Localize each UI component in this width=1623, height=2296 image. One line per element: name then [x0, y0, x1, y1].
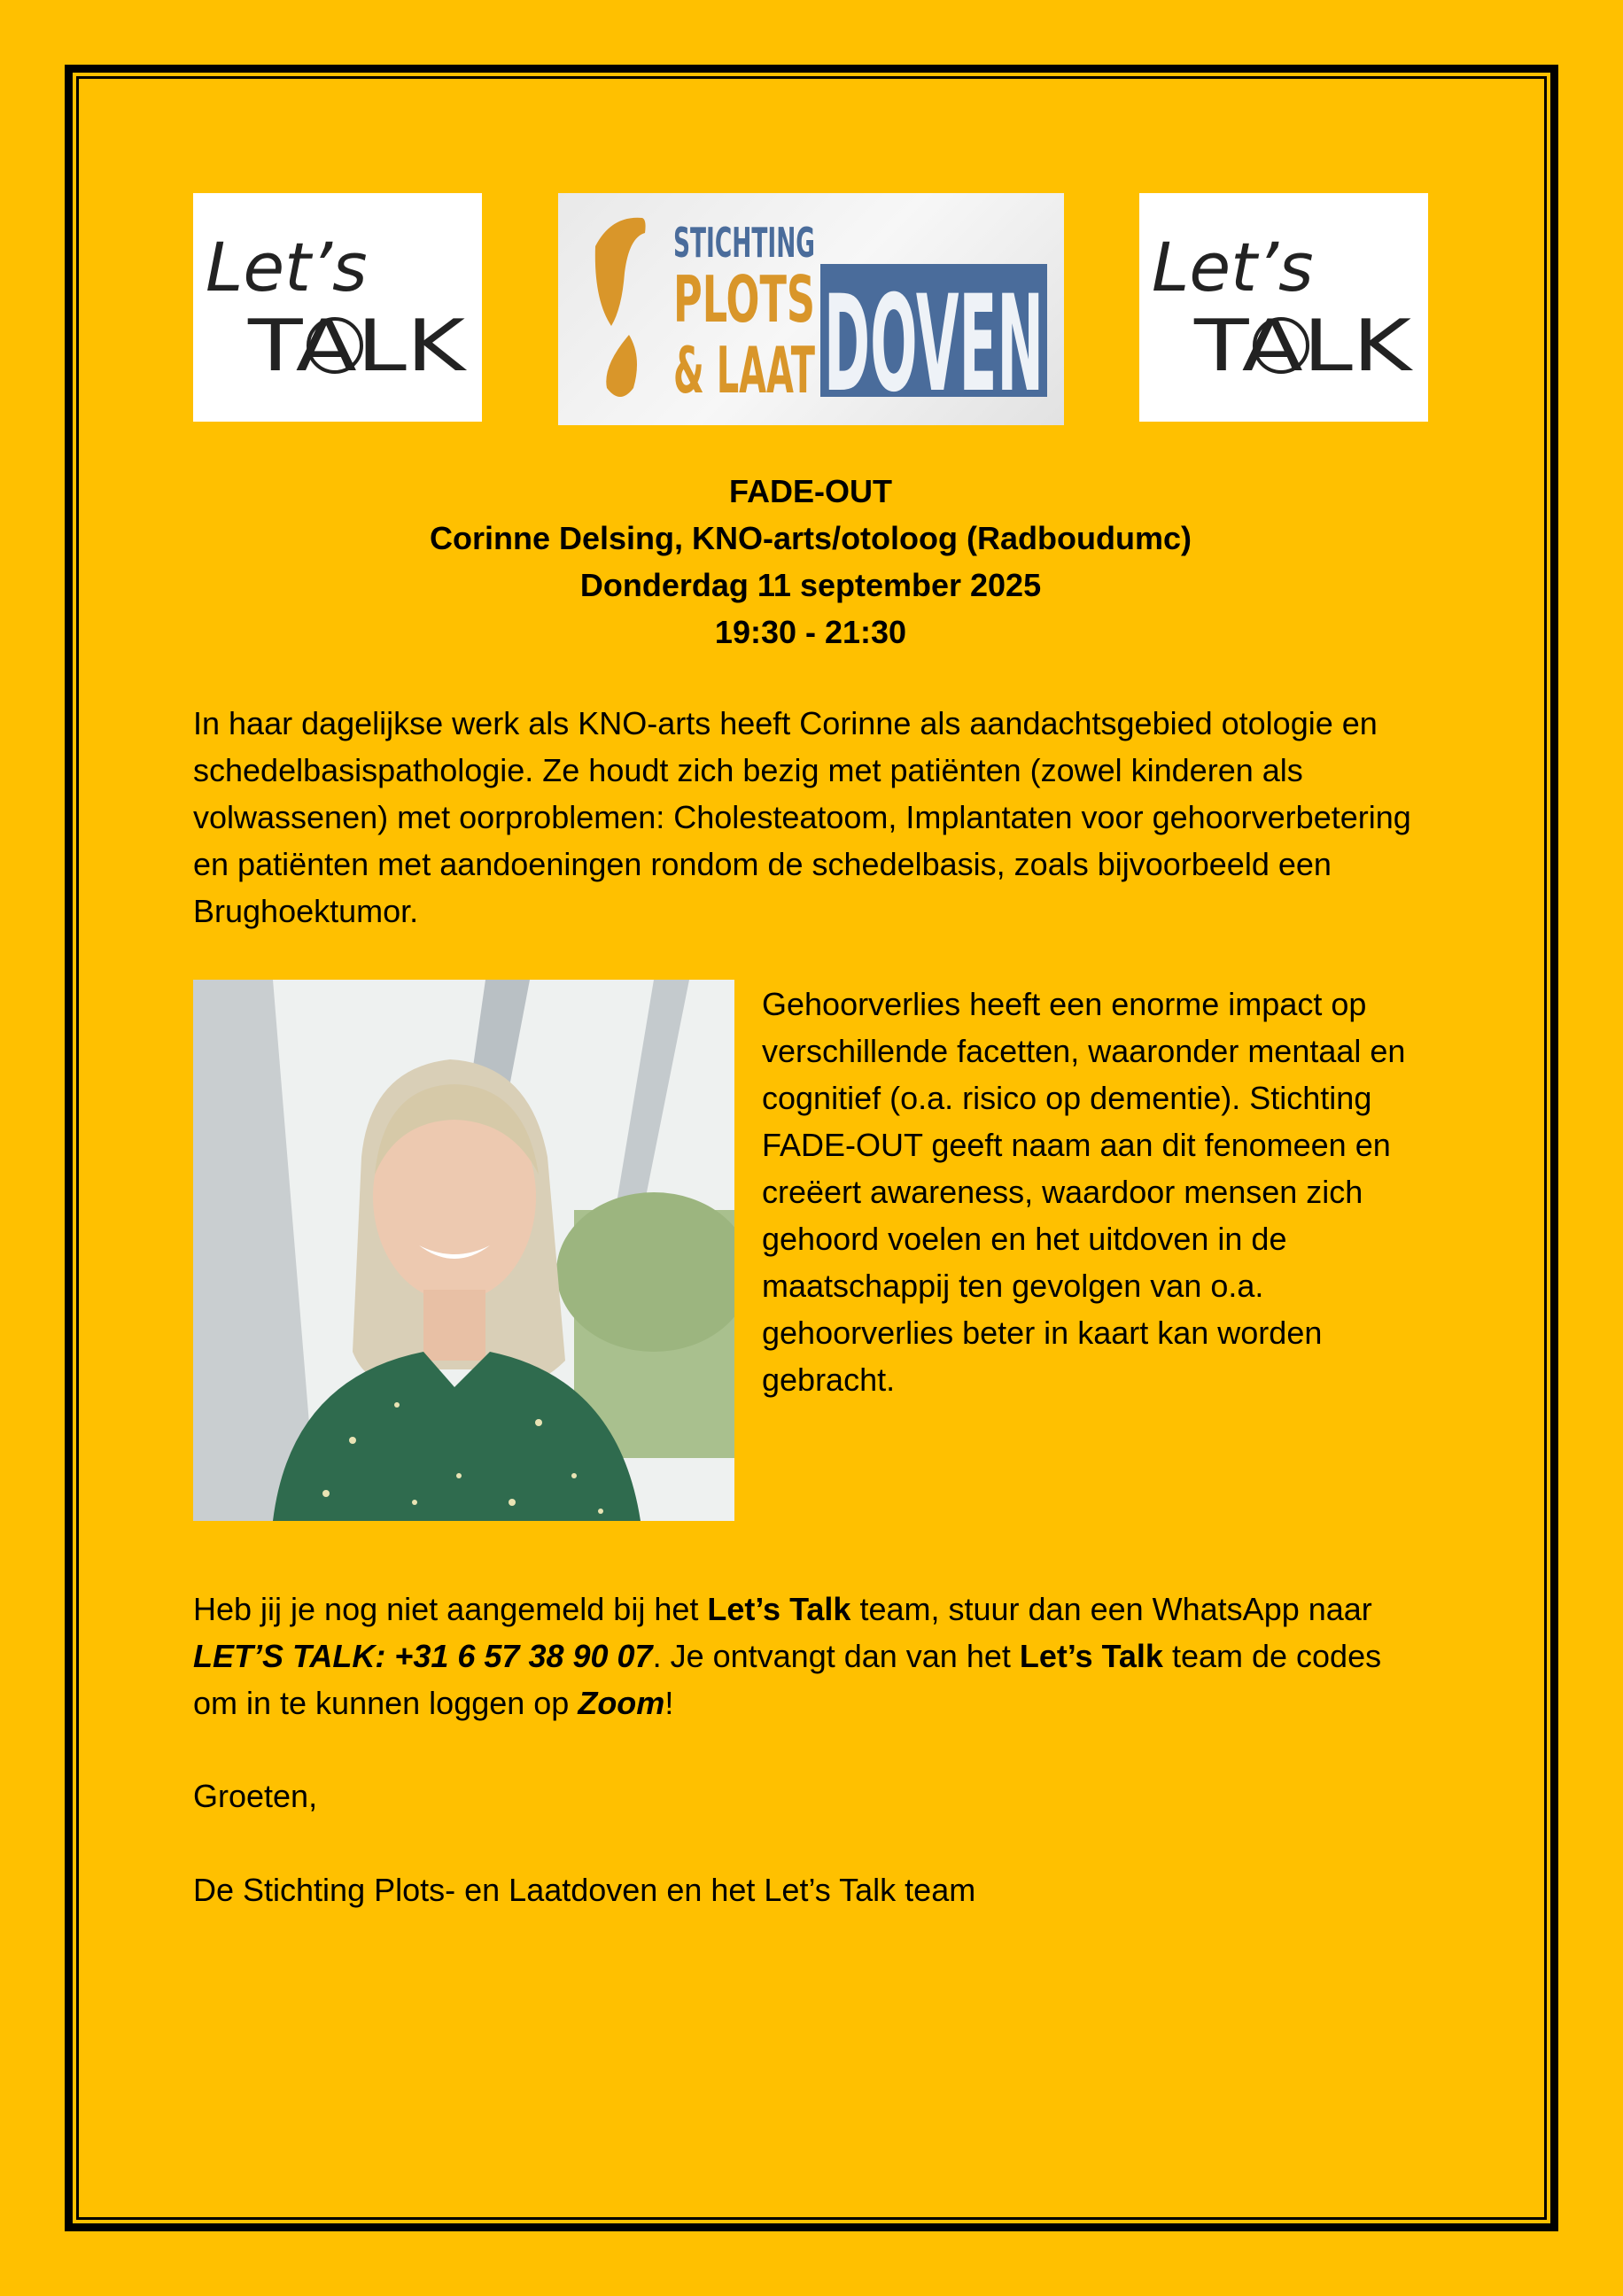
lets-talk-label-2: Let’s Talk — [1019, 1638, 1163, 1674]
event-time: 19:30 - 21:30 — [714, 614, 907, 650]
logo-line2: PLOTS — [673, 262, 815, 337]
side-paragraph: Gehoorverlies heeft een enorme impact op verschillende facetten, waaronder mentaal en cognitief (o.a. risico op dementie). Stichting FADE-OUT geeft naam aan dit fenomeen en creëert awareness, waardoor mensen zich gehoord voelen en het uitdoven in de maatschappij ten gevolgen van o.a. gehoorverlies beter in kaart kan worden gebracht. — [762, 986, 1406, 1398]
cta-part1: Heb jij je nog niet aangemeld bij het — [193, 1591, 708, 1627]
logo-script-text: Let’s — [206, 228, 368, 306]
event-header — [193, 468, 1428, 655]
lets-talk-logo-left — [193, 193, 482, 422]
logo-word-text: TALK — [246, 305, 469, 387]
logo-word-text: TALK — [1192, 305, 1415, 387]
whatsapp-phone: LET’S TALK: +31 6 57 38 90 07 — [193, 1638, 653, 1674]
stichting-logo — [558, 193, 1064, 425]
intro-paragraph: In haar dagelijkse werk als KNO-arts heeft Corinne als aandachtsgebied otologie en schedelbasispathologie. Ze houdt zich bezig met patiënten (zowel kinderen als volwassenen) met oorproblemen: Cholesteatoom, Implantaten voor gehoorverbetering en patiënten met aandoeningen rondom de schedelbasis, zoals bijvoorbeeld een Brughoektumor. — [193, 705, 1411, 929]
logo-script-text: Let’s — [1152, 228, 1314, 306]
event-speaker: Corinne Delsing, KNO-arts/otoloog (Radboudumc) — [430, 520, 1192, 556]
lets-talk-logo-right — [1139, 193, 1428, 422]
logo-drop-shape — [606, 335, 637, 397]
logo-line3: & LAAT — [673, 333, 815, 407]
logo-ear-shape — [595, 218, 646, 326]
lets-talk-logo — [193, 193, 482, 422]
cta-part4: team de codes om in te kunnen loggen op — [193, 1638, 1382, 1721]
cta-part5: ! — [664, 1685, 674, 1721]
logo-line4: DOVEN — [824, 268, 1044, 422]
speaker-photo — [193, 980, 734, 1521]
stichting-plots-laatdoven-logo — [558, 193, 1064, 425]
cta-paragraph — [193, 1586, 1433, 1726]
lets-talk-label-1: Let’s Talk — [707, 1591, 851, 1627]
cta-part2: team, stuur dan een WhatsApp naar — [850, 1591, 1372, 1627]
event-title: FADE-OUT — [729, 473, 892, 509]
zoom-label: Zoom — [578, 1685, 665, 1721]
signature: De Stichting Plots- en Laatdoven en het Let’s Talk team — [193, 1872, 976, 1908]
greeting: Groeten, — [193, 1778, 318, 1814]
portrait-image — [193, 980, 734, 1521]
logo-line1: STICHTING — [673, 219, 815, 267]
lets-talk-logo — [1139, 193, 1428, 422]
event-date: Donderdag 11 september 2025 — [579, 567, 1042, 603]
cta-part3: . Je ontvangt dan van het — [652, 1638, 1020, 1674]
